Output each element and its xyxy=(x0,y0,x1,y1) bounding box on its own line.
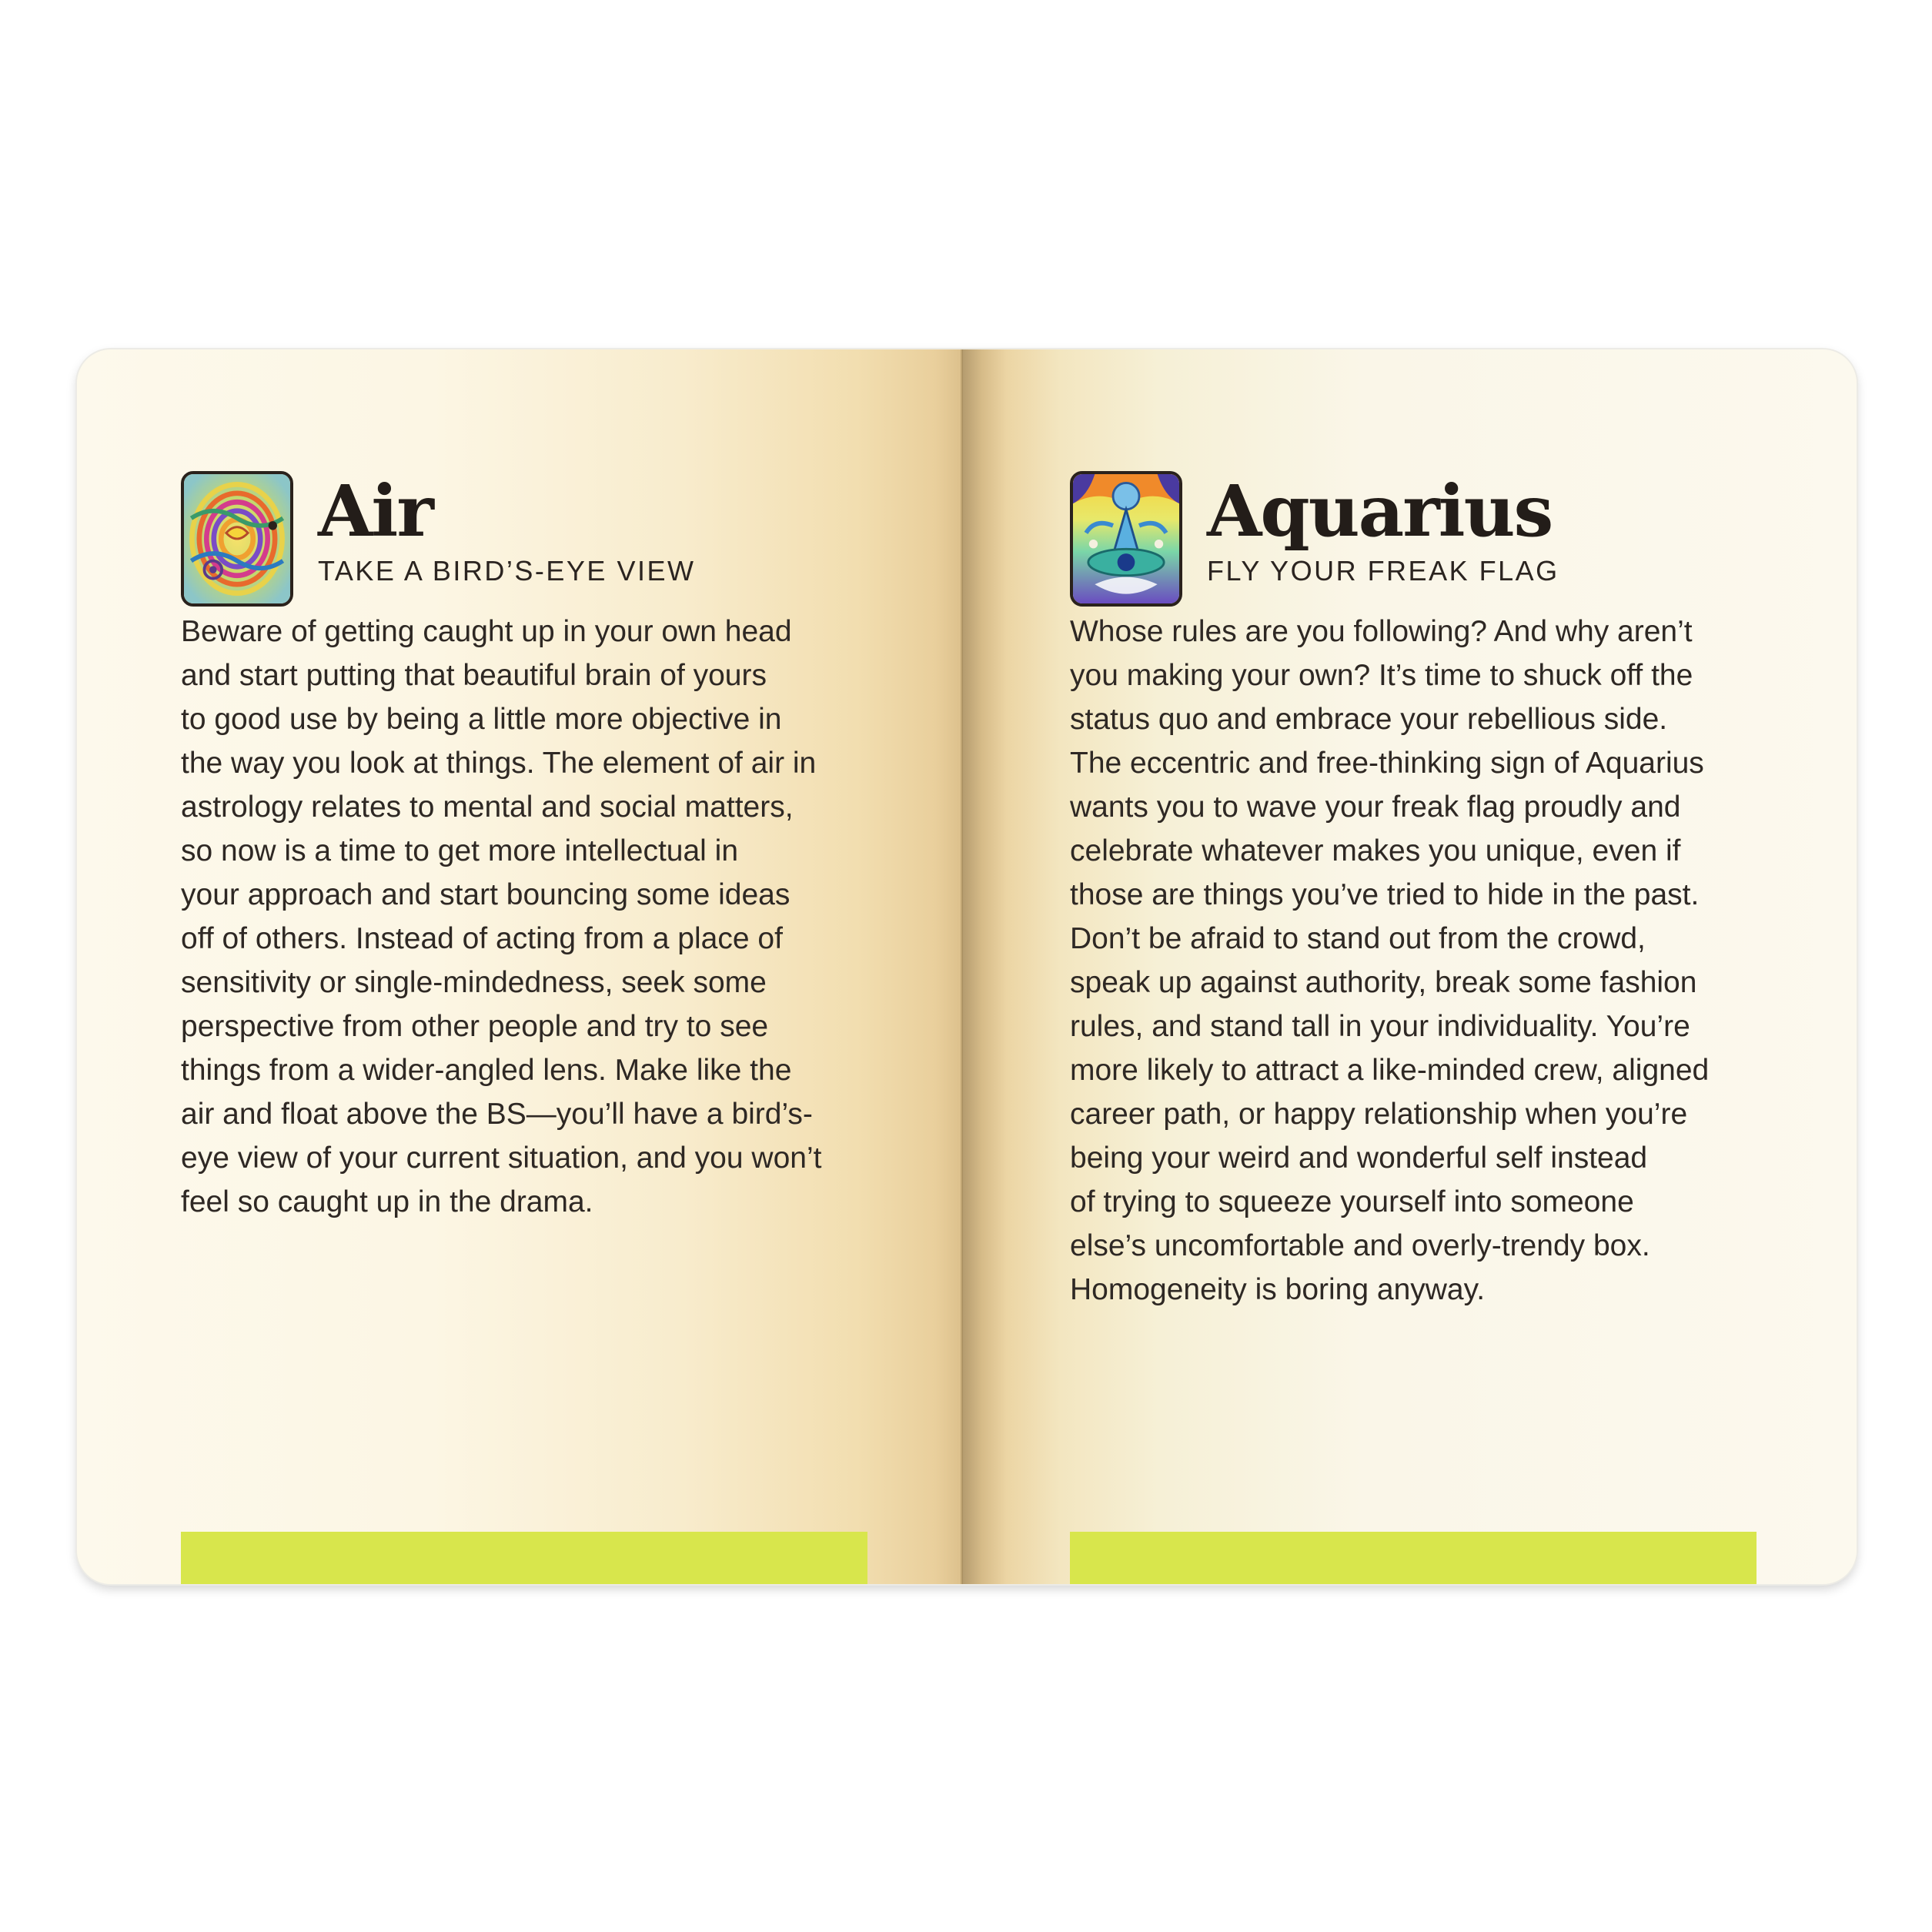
page-title: Aquarius xyxy=(1207,470,1553,553)
left-header xyxy=(181,471,874,610)
left-page xyxy=(77,349,962,1584)
page-title: Air xyxy=(318,470,433,553)
page-subtitle: TAKE A BIRD’S-EYE VIEW xyxy=(318,555,696,587)
air-card-icon xyxy=(181,471,293,607)
body-text: Beware of getting caught up in your own head and start putting that beautiful brain of yours to good use by being a little more objective in the way you look at things. The element of air in astrology relates to mental and social matters, so now is a time to get more intellectual in your approach and start bouncing some ideas off of others. Instead of acting from a place of sensitivity or single-mindedness, seek some perspective from other people and try to see things from a wider-angled lens. Make like the air and float above the BS—you’ll have a bird’s- eye view of your current situation, and you won’t feel so caught up in the drama. xyxy=(181,615,822,1218)
aquarius-card-icon xyxy=(1070,471,1182,607)
left-content xyxy=(181,471,874,1224)
right-header xyxy=(1070,471,1763,610)
body-text: Whose rules are you following? And why aren’t you making your own? It’s time to shuck off the status quo and embrace your rebellious side. The eccentric and free-thinking sign of Aquarius wants you to wave your freak flag proudly and celebrate whatever makes you unique, even if those are things you’ve tried to hide in the past. Don’t be afraid to stand out from the crowd, speak up against authority, break some fashion rules, and stand tall in your individuality. You’re more likely to attract a like-minded crew, aligned career path, or happy relationship when you’re being your weird and wonderful self instead of trying to squeeze yourself into someone else’s uncomfortable and overly-trendy box. Homogeneity is boring anyway. xyxy=(1070,615,1710,1306)
book-spine xyxy=(961,349,963,1584)
accent-bar xyxy=(181,1532,867,1584)
right-page xyxy=(962,349,1857,1584)
accent-bar xyxy=(1070,1532,1757,1584)
right-content xyxy=(1070,471,1763,1312)
page-subtitle: FLY YOUR FREAK FLAG xyxy=(1207,555,1559,587)
open-book xyxy=(77,349,1857,1584)
